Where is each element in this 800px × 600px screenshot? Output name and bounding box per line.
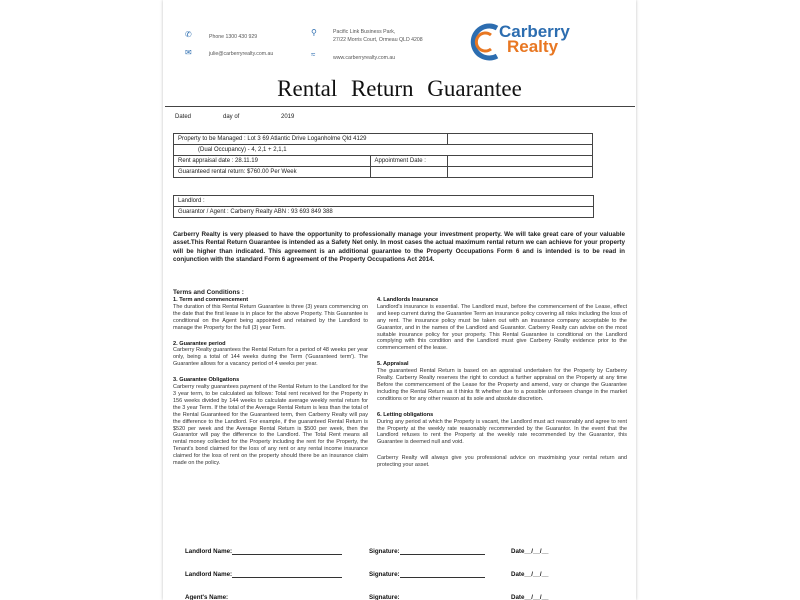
landlord-name-label: Landlord Name: (185, 548, 233, 555)
email-icon: ✉ (185, 48, 192, 57)
appointment-date: Appointment Date : (370, 156, 448, 167)
document-title: Rental Return Guarantee (277, 76, 522, 101)
signature-line[interactable] (400, 554, 485, 555)
dated-year: 2019 (281, 114, 295, 120)
signature-row (185, 594, 338, 600)
signature-row (369, 571, 485, 578)
header-email: julie@carberryrealty.com.au (209, 51, 274, 57)
phone-icon: ✆ (185, 30, 192, 39)
section-body: Landlord's insurance is essential. The Landlord must, before the commencement of the Lease, effect and keep current during the Guarantee Term an insurance policy covering all risks including the loss of any rent. The insurance policy must be taken out with an insurance company acceptable to the Guarantor, and in the names of the Landlord and Guarantor. Carberry Realty can advise on the most suitable insurance policy for your property. This Rental Guarantee is conditional on the Landlord complying with this condition and the Landlord must give Carberry Realty evidence prior to the commencement of the lease. (377, 303, 627, 352)
terms-title: Terms and Conditions : (173, 289, 244, 296)
section-heading: 5. Appraisal (377, 361, 409, 368)
header-phone: Phone 1300 430 929 (209, 34, 258, 40)
header-address-line1: Pacific Link Business Park, (333, 29, 396, 35)
section-heading: 3. Guarantee Obligations (173, 377, 240, 384)
logo-line2: Realty (507, 37, 559, 56)
date-field[interactable]: Date__/__/__ (511, 594, 549, 600)
section-body: During any period at which the Property is vacant, the Landlord must act reasonably and agree to rent the Property at the weekly rate reasonably recommended by the Guarantor. In the event that the Landlord refuses to rent the Property at the weekly rate recommended by the Guarantor, this Guarantee is deemed null and void. (377, 418, 627, 446)
landlord-name-line[interactable] (232, 554, 342, 555)
dated-label: Dated (175, 114, 192, 120)
property-details-table (173, 133, 593, 178)
signature-label: Signature: (369, 548, 400, 555)
signature-line[interactable] (400, 577, 485, 578)
section-body: The guaranteed Rental Return is based on an appraisal undertaken for the Property by Carberry Realty. Carberry Realty reserves the right to conduct a further appraisal on the Property at any time Before the commencement of the Lease for the Property and amend, vary or change the Guarantee including the Rental Return as it thinks fit whether due to a possible unforseen change in the market conditions or for any other reason at its sole and absolute discretion. (377, 368, 627, 402)
signature-label: Signature: (369, 571, 400, 578)
landlord-name-label: Landlord Name: (185, 571, 233, 578)
section-heading: 2. Guarantee period (173, 340, 226, 347)
location-pin-icon: ⚲ (311, 28, 317, 37)
section-body: The duration of this Rental Return Guarantee is three (3) years commencing on the date that the first lease is in place for the above Property. This Guarantee is conditional on the Agent being appointed and retained by the Landlord to manage the Property for the full (3) year Term. (173, 303, 368, 331)
property-address: Property to be Managed : Lot 3 69 Atlantic Drive Loganholme Qld 4129 (174, 134, 448, 145)
date-field[interactable]: Date__/__/__ (511, 571, 549, 578)
guaranteed-rental-return: Guaranteed rental return: $760.00 Per Week (174, 167, 371, 178)
date-field[interactable]: Date__/__/__ (511, 548, 549, 555)
intro-paragraph: Carberry Realty is very pleased to have the opportunity to professionally manage your investment property. We will take great care of your valuable asset.This Rental Return Guarantee is intended as a Safety Net only. In most cases the actual maximum rental return we can achieve for your property will be higher than indicated. This agreement is an additional guarantee to the Property Occupations Form 6 and is intended is to be read in conjunction with the standard Form 6 agreement of the Property Occupations Act 2014. (173, 231, 625, 263)
section-body: Carberry Realty guarantees the Rental Return for a period of 48 weeks per year only, being a total of 144 weeks during the Term ('Guaranteed term'). The Guarantee allows for a vacancy period of 4 weeks per year. (173, 347, 368, 368)
rent-appraisal-date: Rent appraisal date : 28.11.19 (174, 156, 371, 167)
wifi-icon: ≈ (311, 50, 316, 59)
guarantor-field: Guarantor / Agent : Carberry Realty ABN : 93 693 849 388 (174, 207, 594, 218)
signature-row (185, 548, 342, 555)
document-page (163, 0, 636, 600)
section-heading: 1. Term and commencement (173, 297, 249, 303)
agent-name-label: Agent's Name: (185, 594, 229, 600)
logo-line1: Carberry (499, 22, 570, 41)
signature-row (185, 571, 342, 578)
header-address-line2: 27/22 Morris Court, Ormeau QLD 4208 (333, 37, 423, 43)
property-occupancy: (Dual Occupancy) - 4, 2,1 + 2,1,1 (174, 145, 593, 156)
signature-label: Signature: (369, 594, 400, 600)
dated-day: day of (223, 114, 240, 120)
landlord-field: Landlord : (174, 196, 594, 207)
parties-table (173, 195, 594, 218)
section-heading: 6. Letting obligations (377, 411, 434, 418)
logo-text (499, 24, 570, 54)
header-website: www.carberryrealty.com.au (333, 55, 396, 61)
signature-row (369, 594, 485, 600)
landlord-name-line[interactable] (232, 577, 342, 578)
section-body: Carberry realty guarantees payment of the Rental Return to the Landlord for the 3 year term, to be calculated as follows: Total rent received for the Property in 156 weeks divided by 144 weeks to calculate average weekly rental return for the 3 year Term. If the total of the Average Rental Return is less than the total of the Rental Guaranteed for the Guaranteed term, then Carberry Realty will pay the difference to the Landlord. For example, if the guaranteed Rental Return is $520 per week and the Average Rental Return is $500 per week, then the Guarantor will pay the difference to the Landlord. The Total Rent means all rental money collected for the Property including the rent for the Property, the Tenant's bond claimed for the loss of any rent or any rental income insurance claimed for the loss of rent on the property should there be an insurance claim made on the policy. (173, 384, 368, 467)
title-divider (165, 106, 635, 107)
terms-right-column (377, 297, 627, 469)
closing-paragraph: Carberry Realty will always give you professional advice on maximising your rental return and protecting your asset. (377, 455, 627, 469)
terms-left-column (173, 297, 368, 467)
signature-row (369, 548, 485, 555)
section-heading: 4. Landlords Insurance (377, 297, 439, 303)
